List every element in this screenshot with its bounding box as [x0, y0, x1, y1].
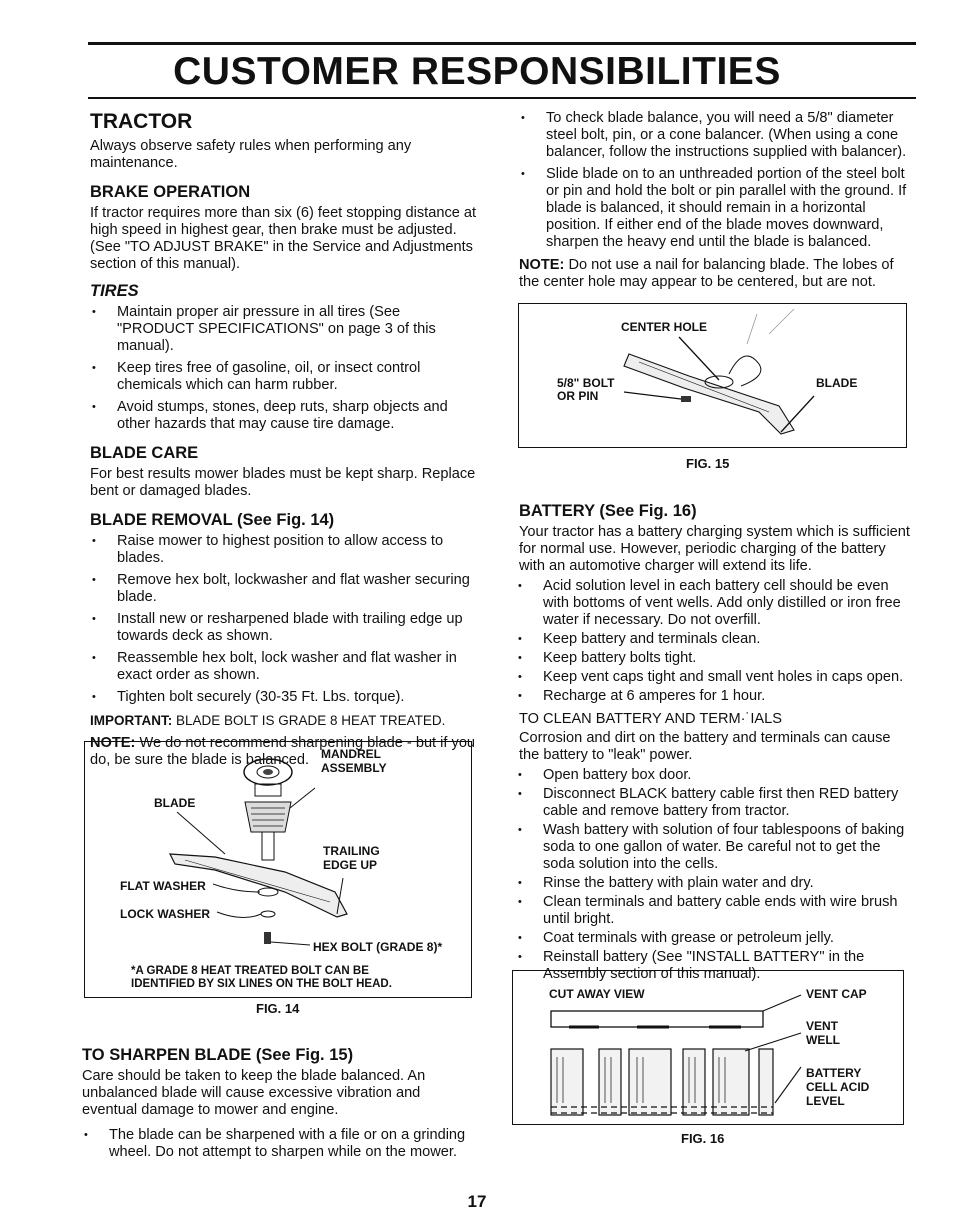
list-item: • Rinse the battery with plain water and dry.: [516, 875, 911, 892]
fig16-box: [512, 970, 904, 1125]
list-item: • The blade can be sharpened with a file or on a grinding wheel. Do not attempt to sharpen while on the mower.: [82, 1127, 474, 1161]
list-item: • Install new or resharpened blade with trailing edge up towards deck as shown.: [90, 611, 480, 645]
list-item: • Wash battery with solution of four tablespoons of baking soda to one gallon of water. Be careful not to get the soda solution into the cells.: [516, 822, 911, 873]
sharpen-text: Care should be taken to keep the blade balanced. An unbalanced blade will cause excessive vibration and eventual damage to mower and engine.: [82, 1068, 426, 1118]
fig14-label-hex-bolt: HEX BOLT (GRADE 8)*: [313, 940, 443, 954]
list-item: • Avoid stumps, stones, deep ruts, sharp objects and other hazards that may cause tire damage.: [90, 399, 480, 433]
list-item: • Disconnect BLACK battery cable first then RED battery cable and remove battery from tractor.: [516, 786, 911, 820]
fig16-label-well: WELL: [806, 1033, 840, 1047]
blade-care-text: For best results mower blades must be kept sharp. Replace bent or damaged blades.: [90, 466, 476, 499]
battery-list: [516, 578, 911, 705]
sharpen-list: [82, 1127, 474, 1161]
tractor-heading: TRACTOR: [90, 110, 193, 133]
note-text: We do not recommend sharpening blade - but if you do, be sure the blade is balanced.: [90, 735, 476, 768]
list-item: • Keep battery bolts tight.: [516, 650, 911, 667]
blade-removal-heading: BLADE REMOVAL (See Fig. 14): [90, 511, 335, 529]
fig14-label-blade: BLADE: [154, 796, 196, 810]
clean-heading: TO CLEAN BATTERY AND TERM·˙IALS: [519, 711, 783, 727]
list-item: • Tighten bolt securely (30-35 Ft. Lbs. torque).: [90, 689, 480, 706]
list-item: • Reinstall battery (See "INSTALL BATTERY" in the Assembly section of this manual).: [516, 949, 911, 983]
battery-heading: BATTERY (See Fig. 16): [519, 502, 697, 520]
list-item: • Keep battery and terminals clean.: [516, 631, 911, 648]
list-item: • To check blade balance, you will need a 5/8" diameter steel bolt, pin, or a cone balancer. (When using a cone balancer, follow the instructions supplied with balancer).: [519, 110, 911, 161]
right-column: [519, 110, 911, 299]
list-item: • Acid solution level in each battery cell should be even with bottoms of vent wells. Add only distilled or iron free water if necessary. Do not overfill.: [516, 578, 911, 629]
fig14-label-flat-washer: FLAT WASHER: [120, 879, 206, 893]
title-underline: [88, 97, 916, 99]
fig15-label-or-pin: OR PIN: [557, 389, 599, 403]
fig16-label-vent: VENT: [806, 1019, 839, 1033]
page-title: CUSTOMER RESPONSIBILITIES: [173, 50, 781, 93]
fig16-label-battery: BATTERY: [806, 1066, 862, 1080]
fig15-label-bolt: 5/8" BOLT: [557, 376, 615, 390]
brake-heading: BRAKE OPERATION: [90, 183, 251, 201]
fig14-box: [84, 741, 472, 998]
list-item: • Maintain proper air pressure in all tires (See "PRODUCT SPECIFICATIONS" on page 3 of this manual).: [90, 304, 480, 355]
list-item: • Slide blade on to an unthreaded portion of the steel bolt or pin and hold the bolt or pin parallel with the ground. If blade is balanced, it should remain in a horizontal position. If either end of the blade moves downward, sharpen the heavy end until the blade is balanced.: [519, 166, 911, 251]
balance-list: [519, 110, 911, 251]
important-label: IMPORTANT:: [90, 713, 173, 728]
battery-section: [519, 501, 911, 989]
fig14-label-mandrel: MANDREL: [321, 747, 381, 761]
fig16-caption: FIG. 16: [681, 1131, 725, 1146]
list-item: • Reassemble hex bolt, lock washer and flat washer in exact order as shown.: [90, 650, 480, 684]
top-rule: [88, 42, 916, 45]
fig16-label-cell-acid: CELL ACID: [806, 1080, 870, 1094]
fig15-label-blade: BLADE: [816, 376, 858, 390]
fig16-label-cutaway: CUT AWAY VIEW: [549, 987, 645, 1001]
list-item: • Keep tires free of gasoline, oil, or insect control chemicals which can harm rubber.: [90, 360, 480, 394]
fig14-label-assembly: ASSEMBLY: [321, 761, 387, 775]
tractor-text: Always observe safety rules when performing any maintenance.: [90, 138, 412, 171]
list-item: • Recharge at 6 amperes for 1 hour.: [516, 688, 911, 705]
fig15-caption: FIG. 15: [686, 456, 730, 471]
balance-note: [519, 257, 911, 291]
fig14-label-lock-washer: LOCK WASHER: [120, 907, 210, 921]
clean-text: Corrosion and dirt on the battery and terminals can cause the battery to "leak" power.: [519, 730, 891, 763]
list-item: • Remove hex bolt, lockwasher and flat washer securing blade.: [90, 572, 480, 606]
fig14-label-edge-up: EDGE UP: [323, 858, 378, 872]
important-text: BLADE BOLT IS GRADE 8 HEAT TREATED.: [172, 713, 446, 728]
list-item: • Open battery box door.: [516, 767, 911, 784]
blade-care-heading: BLADE CARE: [90, 444, 199, 462]
fig15-box: [518, 303, 907, 448]
note-text: Do not use a nail for balancing blade. The lobes of the center hole may appear to be centered, but are not.: [519, 257, 894, 290]
note-label: NOTE:: [519, 257, 565, 273]
battery-text: Your tractor has a battery charging system which is sufficient for normal use. However, periodic charging of the battery with an automotive charger will extend its life.: [519, 524, 910, 574]
list-item: • Keep vent caps tight and small vent holes in caps open.: [516, 669, 911, 686]
brake-text: If tractor requires more than six (6) feet stopping distance at high speed in highest gear, then brake must be adjusted. (See "TO ADJUST BRAKE" in the Service and Adjustments section of this manual).: [90, 205, 477, 272]
sharpen-heading: TO SHARPEN BLADE (See Fig. 15): [82, 1046, 354, 1064]
tires-list: [90, 304, 480, 433]
fig15-label-center-hole: CENTER HOLE: [621, 320, 708, 334]
fig14-drawing: [85, 742, 471, 997]
note-label: NOTE:: [90, 735, 136, 751]
fig14-footnote-1: *A GRADE 8 HEAT TREATED BOLT CAN BE: [131, 965, 369, 977]
fig14-caption: FIG. 14: [256, 1001, 300, 1016]
fig16-label-vent-cap: VENT CAP: [806, 987, 867, 1001]
fig14-footnote-2: IDENTIFIED BY SIX LINES ON THE BOLT HEAD.: [131, 978, 392, 990]
fig14-label-trailing: TRAILING: [323, 844, 380, 858]
list-item: • Raise mower to highest position to allow access to blades.: [90, 533, 480, 567]
sharpen-section: [82, 1045, 474, 1167]
page-number: 17: [467, 1192, 487, 1211]
left-column: [90, 110, 480, 777]
list-item: • Coat terminals with grease or petroleum jelly.: [516, 930, 911, 947]
important-note: [90, 712, 480, 729]
fig16-label-level: LEVEL: [806, 1094, 845, 1108]
list-item: • Clean terminals and battery cable ends with wire brush until bright.: [516, 894, 911, 928]
clean-list: [516, 767, 911, 983]
tires-heading: TIRES: [90, 282, 139, 300]
blade-removal-list: [90, 533, 480, 706]
